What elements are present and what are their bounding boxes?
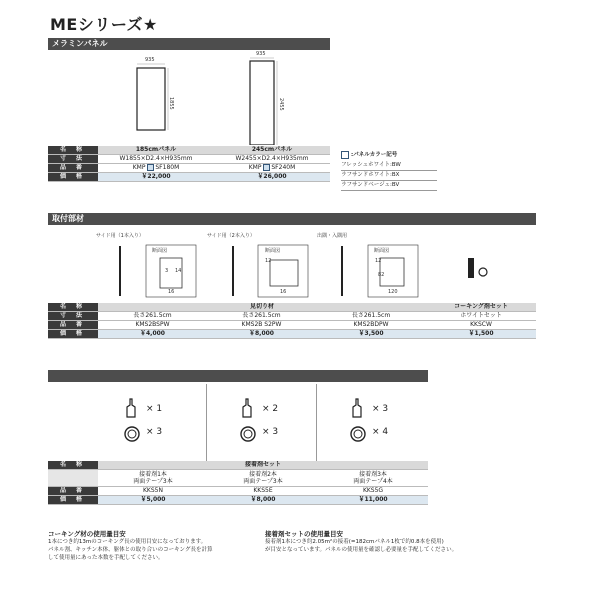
set-1-price: ￥5,000: [98, 496, 208, 505]
panel-245-code-prefix: KMP: [248, 164, 262, 171]
adhesive-spec-table: [48, 461, 428, 505]
dim-b-2: 16: [280, 289, 287, 295]
panel-245-code-cell: [214, 164, 330, 173]
label-name: 名 称: [48, 146, 98, 155]
page-title: MEシリーズ★: [50, 15, 158, 34]
panel-185-name: 185cmパネル: [98, 146, 214, 155]
adhesive-note-line: が目安となっています。パネルの使用量を確認し必要量を手配してください。: [265, 547, 458, 553]
section-bar-fittings: 取付部材: [48, 213, 536, 225]
caulk-note-line: パネル割、キッチン本体、躯体との取り合いのコーキング長を計算: [48, 547, 213, 553]
set-3-bottle-count: × 3: [372, 404, 389, 414]
bottle-icon: [353, 399, 361, 417]
fitting-label-side2: サイド用（2本入り）: [207, 233, 255, 239]
panel-185-diagram: [137, 64, 168, 130]
panel-185-price: ￥22,000: [98, 173, 214, 182]
set-2-desc: [208, 470, 318, 487]
adhesive-icons: [120, 395, 420, 445]
fitting-1-code: KMS2BSPW: [98, 321, 207, 330]
label-size: 寸 法: [48, 155, 98, 164]
set-1-code: KKS5N: [98, 487, 208, 496]
set-2-code: KKS5E: [208, 487, 318, 496]
label-code: 品 番: [48, 487, 98, 496]
color-code-icon: [341, 151, 349, 159]
adhesive-note: [265, 530, 565, 554]
label-blank: [48, 470, 98, 487]
label-price: 価 格: [48, 496, 98, 505]
fitting-4-code: KKSCW: [426, 321, 536, 330]
dim-a-3: 16: [168, 289, 175, 295]
small-height-dim: 1855: [168, 97, 174, 110]
label-size: 寸 法: [48, 312, 98, 321]
section-label-2: 断面図: [265, 248, 281, 254]
set-2-tape-count: × 3: [262, 427, 279, 437]
set-3-price: ￥11,000: [318, 496, 428, 505]
panel-245-code: SF240M: [271, 164, 296, 171]
tape-icon: [351, 427, 365, 441]
set-1-desc2: 両面テープ3本: [133, 478, 173, 485]
set-3-desc1: 接着剤3本: [359, 471, 387, 478]
tape-icon: [125, 427, 139, 441]
panel-diagrams: [120, 55, 340, 145]
label-name: 名 称: [48, 303, 98, 312]
caulk-note-line: 1本につき約13mのコーキング長の使用目安になっております。: [48, 539, 207, 545]
panel-245-price: ￥26,000: [214, 173, 330, 182]
adhesive-group-name: 接着剤セット: [98, 461, 428, 470]
panel-185-code: SF180M: [155, 164, 180, 171]
set-3-tape-count: × 4: [372, 427, 389, 437]
label-price: 価 格: [48, 330, 98, 339]
large-height-dim: 2455: [278, 98, 284, 111]
fittings-spec-table: [48, 303, 536, 339]
panel-245-diagram: [250, 58, 277, 145]
caulk-note-line: して使用量にあった本数を手配してください。: [48, 555, 164, 561]
label-price: 価 格: [48, 173, 98, 182]
color-item-bv: ラフサンドベージュ:BV: [341, 181, 437, 191]
caulk-tube-icon: [468, 258, 474, 278]
color-code-icon: [263, 164, 270, 171]
panel-185-code-cell: [98, 164, 214, 173]
fitting-3-price: ￥3,500: [316, 330, 426, 339]
set-2-bottle-count: × 2: [262, 404, 279, 414]
panel-245-name: 245cmパネル: [214, 146, 330, 155]
set-1-desc1: 接着剤1本: [139, 471, 167, 478]
bottle-icon: [243, 399, 251, 417]
fitting-3-size: 長さ261.5cm: [316, 312, 426, 321]
fitting-1-size: 長さ261.5cm: [98, 312, 207, 321]
caulk-note-title: コーキング材の使用量目安: [48, 530, 126, 538]
fitting-1-price: ￥4,000: [98, 330, 207, 339]
large-width-dim: 935: [256, 51, 266, 57]
dim-c-3: 120: [388, 289, 398, 295]
fitting-2-price: ￥8,000: [207, 330, 316, 339]
fitting-2-size: 長さ261.5cm: [207, 312, 316, 321]
color-code-icon: [147, 164, 154, 171]
color-legend: [341, 150, 437, 191]
fitting-4-size: ホワイトセット: [426, 312, 536, 321]
set-2-desc1: 接着剤2本: [249, 471, 277, 478]
color-item-bw: フレッシュホワイト:BW: [341, 161, 437, 171]
caulk-note: [48, 530, 263, 562]
tape-icon: [241, 427, 255, 441]
fitting-4-price: ￥1,500: [426, 330, 536, 339]
panel-185-size: W1855×D2.4×H935mm: [98, 155, 214, 164]
section-label-1: 断面図: [152, 248, 168, 254]
set-2-price: ￥8,000: [208, 496, 318, 505]
set-3-desc: [318, 470, 428, 487]
dim-b-1: 12: [265, 258, 272, 264]
fitting-3-code: KMS2BDPW: [316, 321, 426, 330]
color-legend-title: :パネルカラー記号: [351, 152, 398, 158]
panel-185-code-prefix: KMP: [132, 164, 146, 171]
dim-a-2: 14: [175, 268, 182, 274]
set-3-code: KKS5G: [318, 487, 428, 496]
dim-c-1: 12: [375, 258, 382, 264]
set-1-tape-count: × 3: [146, 427, 163, 437]
panel-spec-table: [48, 146, 330, 182]
section-bar-adhesive: [48, 370, 428, 382]
panel-245-size: W2455×D2.4×H935mm: [214, 155, 330, 164]
fitting-label-corner: 出隅・入隅用: [317, 233, 348, 239]
bottle-icon: [127, 399, 135, 417]
fittings-group-name: 見切り材: [98, 303, 426, 312]
dim-c-2: 82: [378, 272, 385, 278]
color-item-bx: ラフサンドホワイト:BX: [341, 171, 437, 181]
set-1-desc: [98, 470, 208, 487]
caulk-cap-icon: [479, 268, 487, 276]
section-bar-panel: メラミンパネル: [48, 38, 330, 50]
adhesive-note-title: 接着剤セットの使用量目安: [265, 530, 343, 538]
label-code: 品 番: [48, 321, 98, 330]
fitting-2-code: KMS2B S2PW: [207, 321, 316, 330]
caulk-set-name: コーキング剤セット: [426, 303, 536, 312]
color-legend-title-row: [341, 150, 437, 159]
fitting-label-side1: サイド用（1本入り）: [96, 233, 144, 239]
label-code: 品 番: [48, 164, 98, 173]
label-name: 名 称: [48, 461, 98, 470]
section-label-3: 断面図: [374, 248, 390, 254]
dim-a-1: 3: [165, 268, 169, 274]
set-1-bottle-count: × 1: [146, 404, 163, 414]
small-width-dim: 935: [145, 57, 155, 63]
set-2-desc2: 両面テープ3本: [243, 478, 283, 485]
set-3-desc2: 両面テープ4本: [353, 478, 393, 485]
adhesive-note-line: 接着剤1本につき約2.05m²の接着(=182cmパネル1枚で約0.8本を使用): [265, 539, 444, 545]
